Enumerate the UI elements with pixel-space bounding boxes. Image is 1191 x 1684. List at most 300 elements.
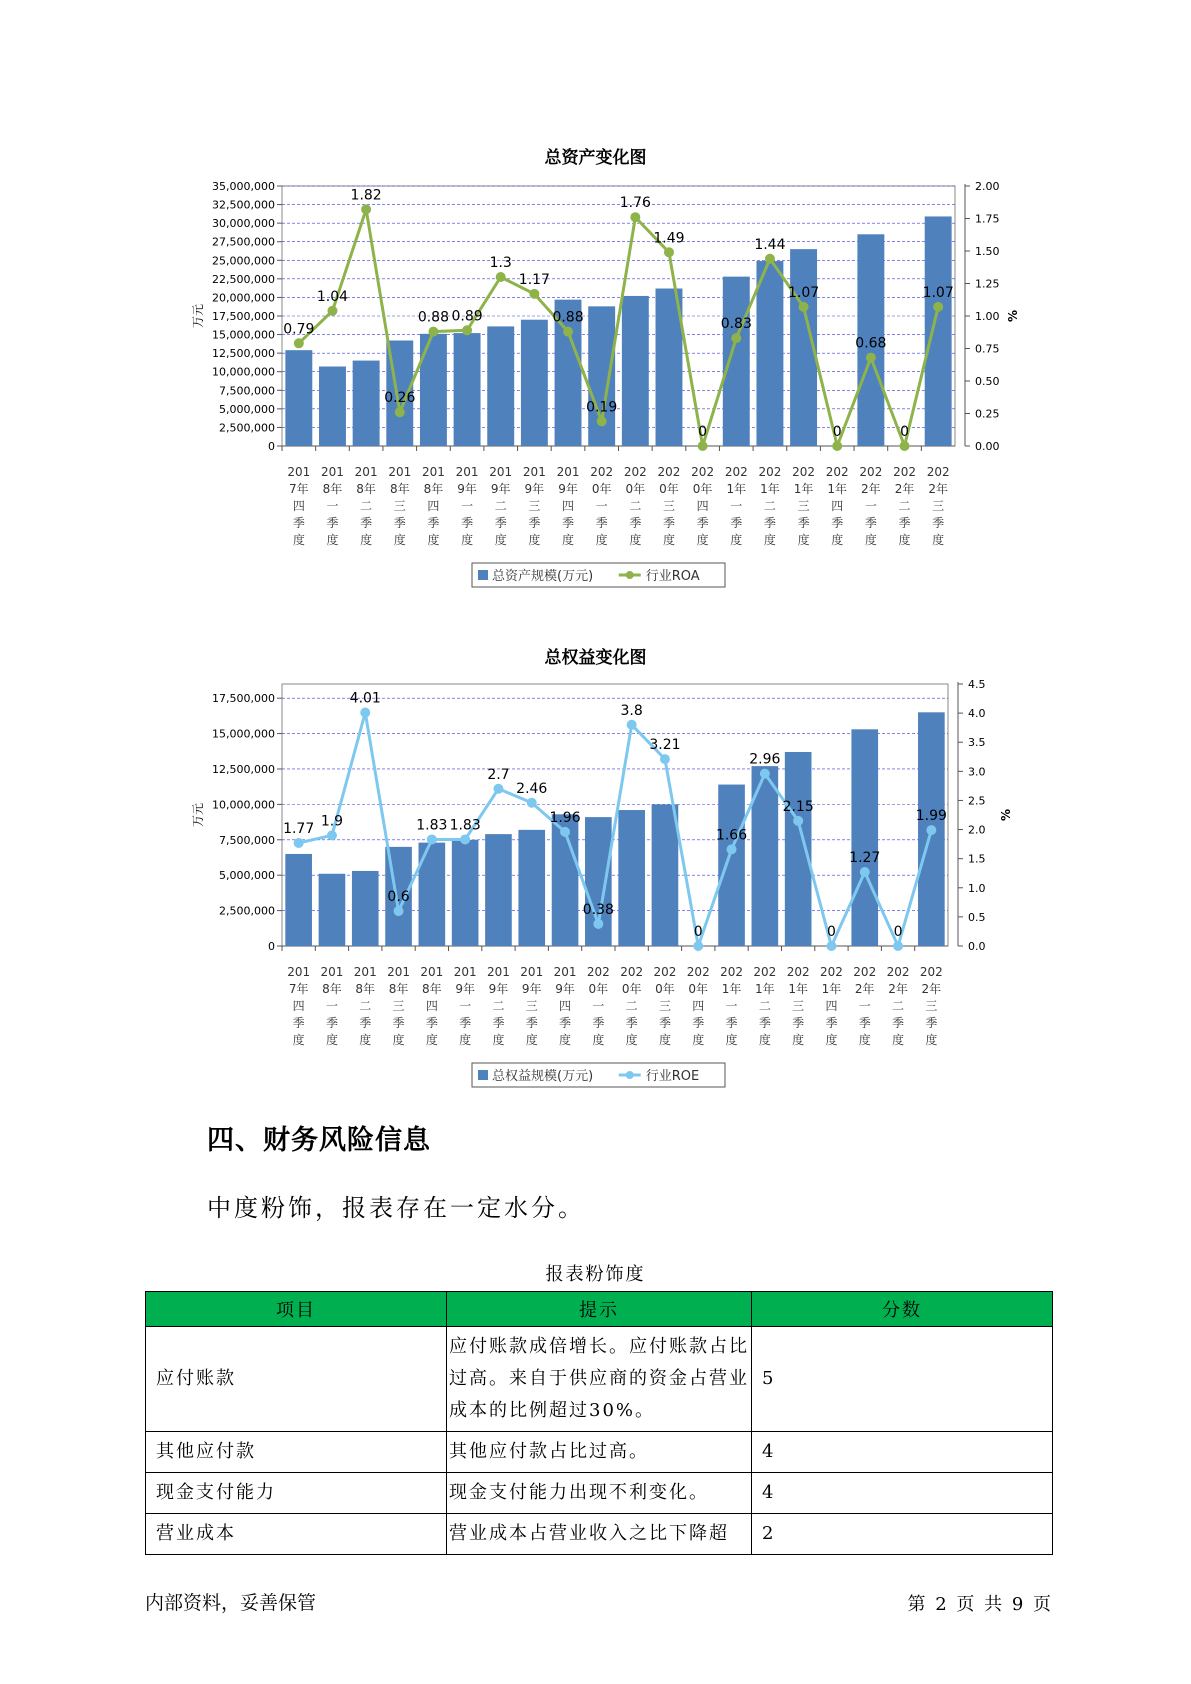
x-tick-label: 四 [292, 499, 305, 513]
line-point [496, 272, 506, 282]
x-tick-label: 8年 [423, 482, 444, 496]
x-tick-label: 三 [925, 999, 938, 1013]
x-tick-label: 二 [492, 999, 505, 1013]
bar [922, 216, 954, 446]
bar [652, 804, 679, 946]
x-tick-label: 2年 [888, 982, 908, 996]
x-tick-label: 0年 [692, 482, 713, 496]
x-tick-label: 季 [592, 1016, 605, 1030]
x-tick-label: 季 [459, 1016, 472, 1030]
data-label: 1.04 [316, 288, 349, 305]
x-tick-label: 1年 [788, 982, 808, 996]
x-tick-label: 四 [696, 499, 709, 513]
data-label: 0.88 [417, 309, 450, 326]
x-tick-label: 度 [898, 533, 911, 547]
data-label: 0 [693, 924, 703, 940]
x-tick-label: 2年 [861, 482, 881, 496]
data-label: 0.89 [451, 308, 483, 325]
y-tick-label: 10,000,000 [212, 365, 275, 379]
cell-hint: 其他应付款占比过高。 [447, 1432, 752, 1473]
cell-score: 4 [752, 1473, 1053, 1514]
data-label: 1.49 [653, 230, 685, 247]
x-tick-label: 201 [354, 465, 378, 479]
x-tick-label: 度 [360, 533, 373, 547]
x-tick-label: 二 [360, 499, 373, 513]
data-label: 1.77 [283, 820, 315, 837]
y2-tick-label: 0.50 [975, 375, 1000, 388]
line-point [529, 289, 539, 299]
x-tick-label: 202 [753, 965, 777, 979]
x-tick-label: 201 [453, 965, 477, 979]
header-hint: 提示 [447, 1292, 752, 1327]
y-tick-label: 32,500,000 [212, 198, 275, 212]
line-point [826, 941, 836, 951]
x-tick-label: 度 [359, 1033, 372, 1047]
x-tick-label: 季 [792, 1016, 805, 1030]
x-tick-label: 季 [629, 516, 642, 530]
bar [319, 874, 346, 946]
y2-tick-label: 0.0 [968, 940, 986, 953]
x-tick-label: 季 [662, 516, 675, 530]
legend-line-marker [626, 571, 634, 579]
x-tick-label: 季 [528, 516, 541, 530]
x-tick-label: 202 [590, 465, 614, 479]
line-point [793, 816, 803, 826]
y-tick-label: 30,000,000 [212, 217, 275, 231]
x-tick-label: 季 [325, 1016, 338, 1030]
table-header-row [146, 1292, 1053, 1327]
line-point [627, 720, 637, 730]
line-point [428, 327, 438, 337]
y2-tick-label: 4.0 [968, 707, 986, 721]
y-tick-label: 15,000,000 [212, 727, 275, 741]
x-tick-label: 度 [662, 533, 675, 547]
x-tick-label: 四 [425, 999, 438, 1013]
x-tick-label: 度 [494, 533, 507, 547]
y-tick-label: 20,000,000 [212, 291, 275, 305]
x-tick-label: 度 [528, 533, 541, 547]
legend-bar-label: 总资产规模(万元) [492, 569, 594, 584]
x-tick-label: 一 [595, 499, 608, 513]
x-tick-label: 202 [586, 965, 610, 979]
x-tick-label: 202 [623, 465, 647, 479]
x-tick-label: 201 [553, 965, 577, 979]
x-tick-label: 度 [925, 1033, 938, 1047]
line-point [462, 325, 472, 335]
data-label: 2.46 [516, 780, 548, 797]
x-tick-label: 202 [620, 965, 644, 979]
line-point [893, 941, 903, 951]
bar [487, 326, 514, 446]
x-tick-label: 1年 [721, 982, 742, 996]
x-tick-label: 202 [853, 965, 877, 979]
x-tick-label: 度 [292, 1033, 305, 1047]
line-point [926, 825, 936, 835]
x-tick-label: 0年 [591, 482, 612, 496]
line-point [394, 906, 404, 916]
x-tick-label: 四 [427, 499, 440, 513]
x-tick-label: 1年 [726, 482, 747, 496]
x-tick-label: 度 [461, 533, 474, 547]
data-label: 1.82 [350, 187, 382, 204]
y-tick-label: 5,000,000 [219, 402, 275, 416]
line-point [664, 247, 674, 257]
y-tick-label: 17,500,000 [212, 310, 275, 323]
bar [454, 333, 481, 446]
bar [352, 871, 379, 946]
x-tick-label: 季 [292, 1016, 305, 1030]
x-tick-label: 度 [932, 533, 945, 547]
x-tick-label: 1年 [760, 482, 780, 496]
bar [285, 854, 312, 946]
x-tick-label: 度 [525, 1033, 538, 1047]
data-label: 1.83 [449, 817, 481, 834]
x-tick-label: 一 [730, 499, 743, 513]
chart-title-total-equity: 总权益变化图 [544, 648, 647, 668]
data-label: 1.3 [489, 255, 512, 271]
table-caption: 报表粉饰度 [545, 1264, 646, 1285]
x-tick-label: 1年 [827, 482, 848, 496]
x-tick-label: 1年 [793, 482, 814, 496]
cell-hint: 营业成本占营业收入之比下降超 [447, 1514, 752, 1555]
y-tick-label: 12,500,000 [212, 762, 275, 776]
data-label: 0 [832, 424, 842, 440]
line-point [597, 416, 607, 426]
x-tick-label: 0年 [659, 482, 679, 496]
table-row [146, 1432, 1053, 1473]
line-point [727, 844, 737, 854]
y2-tick-label: 2.00 [975, 180, 1000, 193]
x-tick-label: 度 [892, 1033, 905, 1047]
y2-tick-label: 1.0 [968, 881, 986, 895]
x-tick-label: 8年 [355, 982, 376, 996]
line-point [427, 834, 437, 844]
bar [485, 834, 512, 946]
x-tick-label: 201 [353, 965, 377, 979]
header-item: 项目 [146, 1292, 447, 1327]
x-tick-label: 202 [657, 465, 681, 479]
x-tick-label: 季 [427, 516, 440, 530]
y-tick-label: 5,000,000 [219, 869, 275, 883]
line-point [760, 769, 770, 779]
data-label: 1.99 [915, 808, 947, 825]
y-tick-label: 12,500,000 [212, 347, 275, 361]
x-tick-label: 一 [459, 999, 472, 1013]
bar [353, 361, 380, 446]
cell-hint: 现金支付能力出现不利变化。 [447, 1473, 752, 1514]
x-tick-label: 二 [494, 499, 507, 513]
x-tick-label: 度 [326, 533, 339, 547]
y2-tick-label: 2.0 [968, 823, 986, 837]
y-tick-label: 25,000,000 [212, 254, 275, 268]
x-tick-label: 季 [359, 1016, 372, 1030]
x-tick-label: 201 [489, 465, 513, 479]
y2-tick-label: 1.25 [975, 277, 1000, 291]
line-point [360, 708, 370, 718]
x-tick-label: 季 [595, 516, 608, 530]
x-tick-label: 202 [786, 965, 810, 979]
x-tick-label: 三 [392, 999, 405, 1013]
line-point [527, 798, 537, 808]
x-tick-label: 201 [522, 465, 546, 479]
x-tick-label: 8年 [422, 982, 442, 996]
x-tick-label: 三 [797, 499, 810, 513]
x-tick-label: 一 [326, 499, 339, 513]
x-tick-label: 201 [421, 465, 445, 479]
x-tick-label: 201 [321, 465, 344, 479]
line-point [327, 830, 337, 840]
data-label: 1.17 [518, 271, 550, 288]
x-tick-label: 度 [392, 1033, 405, 1047]
bar [622, 296, 649, 446]
x-tick-label: 7年 [288, 982, 309, 996]
x-tick-label: 一 [461, 499, 474, 513]
x-tick-label: 度 [797, 533, 810, 547]
x-tick-label: 度 [625, 1033, 638, 1047]
x-tick-label: 季 [858, 1016, 871, 1030]
x-tick-label: 7年 [289, 482, 309, 496]
x-tick-label: 201 [455, 465, 479, 479]
x-tick-label: 季 [692, 1016, 705, 1030]
x-tick-label: 季 [831, 516, 844, 530]
cell-item: 现金支付能力 [146, 1473, 447, 1514]
x-tick-label: 202 [691, 465, 715, 479]
x-tick-label: 二 [625, 999, 638, 1013]
x-tick-label: 202 [792, 465, 816, 479]
cell-score: 5 [752, 1327, 1053, 1432]
y-tick-label: 35,000,000 [212, 180, 275, 193]
x-tick-label: 季 [562, 516, 575, 530]
x-tick-label: 度 [763, 533, 776, 547]
x-tick-label: 季 [292, 516, 305, 530]
x-tick-label: 0年 [621, 982, 642, 996]
line-point [660, 754, 670, 764]
x-tick-label: 一 [725, 999, 738, 1013]
x-tick-label: 三 [393, 499, 406, 513]
x-tick-label: 度 [459, 1033, 472, 1047]
total-assets-chart [0, 170, 1191, 590]
data-label: 2.7 [487, 766, 510, 783]
x-tick-label: 季 [625, 1016, 638, 1030]
data-label: 1.96 [549, 809, 581, 826]
x-tick-label: 201 [556, 465, 580, 479]
x-tick-label: 季 [932, 516, 945, 530]
x-tick-label: 一 [864, 499, 877, 513]
x-tick-label: 三 [932, 499, 945, 513]
data-label: 0 [698, 424, 708, 440]
x-tick-label: 二 [892, 999, 905, 1013]
x-tick-label: 度 [858, 1033, 871, 1047]
risk-summary: 中度粉饰，报表存在一定水分。 [207, 1194, 585, 1222]
x-tick-label: 度 [562, 533, 575, 547]
y2-tick-label: 3.5 [968, 736, 986, 750]
data-label: 0 [900, 424, 909, 440]
x-tick-label: 1年 [755, 982, 775, 996]
x-tick-label: 度 [658, 1033, 671, 1047]
x-tick-label: 9年 [555, 982, 575, 996]
x-tick-label: 202 [859, 465, 883, 479]
bar [618, 810, 645, 946]
y2-tick-label: 4.5 [968, 678, 986, 691]
x-tick-label: 2年 [854, 982, 875, 996]
line-point [560, 827, 570, 837]
footer-page-number: 第 2 页 共 9 页 [907, 1594, 1053, 1615]
y-tick-label: 17,500,000 [212, 692, 275, 706]
line-point [698, 441, 708, 451]
x-tick-label: 9年 [521, 982, 542, 996]
footer-confidential: 内部资料，妥善保管 [145, 1592, 317, 1614]
y-axis-title: 万元 [191, 802, 205, 828]
x-tick-label: 度 [825, 1033, 838, 1047]
x-tick-label: 季 [360, 516, 373, 530]
legend-bar-label: 总权益规模(万元) [492, 1069, 594, 1084]
bar [521, 320, 548, 446]
x-tick-label: 度 [492, 1033, 505, 1047]
line-point [294, 838, 304, 848]
x-tick-label: 度 [427, 533, 440, 547]
x-tick-label: 三 [658, 999, 671, 1013]
x-tick-label: 2年 [921, 982, 942, 996]
line-point [731, 333, 741, 343]
bar [518, 830, 545, 946]
x-tick-label: 9年 [455, 982, 475, 996]
data-label: 2.15 [782, 798, 814, 815]
legend-line-label: 行业ROE [645, 1069, 700, 1084]
x-tick-label: 202 [819, 965, 843, 979]
x-tick-label: 8年 [322, 982, 342, 996]
x-tick-label: 202 [893, 465, 916, 479]
x-tick-label: 201 [287, 465, 311, 479]
x-tick-label: 季 [696, 516, 709, 530]
bar [720, 277, 752, 446]
data-label: 0.88 [552, 309, 584, 326]
cell-item: 营业成本 [146, 1514, 447, 1555]
x-tick-label: 度 [864, 533, 877, 547]
data-label: 0.19 [586, 399, 618, 416]
x-tick-label: 季 [730, 516, 743, 530]
x-tick-label: 季 [825, 1016, 838, 1030]
data-label: 0.68 [855, 335, 887, 352]
total-equity-chart [0, 670, 1191, 1090]
x-tick-label: 季 [326, 516, 339, 530]
line-point [765, 254, 775, 264]
x-tick-label: 202 [758, 465, 782, 479]
x-tick-label: 季 [925, 1016, 938, 1030]
x-tick-label: 度 [292, 533, 305, 547]
cell-item: 其他应付款 [146, 1432, 447, 1473]
data-label: 0.83 [720, 316, 752, 333]
data-label: 1.07 [922, 284, 954, 301]
x-tick-label: 8年 [356, 482, 376, 496]
x-tick-label: 9年 [490, 482, 511, 496]
data-label: 1.66 [715, 827, 748, 844]
x-tick-label: 度 [629, 533, 642, 547]
x-tick-label: 度 [559, 1033, 572, 1047]
x-tick-label: 8年 [322, 482, 343, 496]
bar [782, 752, 814, 946]
x-tick-label: 季 [559, 1016, 572, 1030]
data-label: 0.26 [384, 390, 416, 407]
data-label: 1.07 [787, 284, 820, 301]
line-point [630, 212, 640, 222]
line-point [327, 306, 337, 316]
x-tick-label: 季 [393, 516, 406, 530]
cell-item: 应付账款 [146, 1327, 447, 1432]
x-tick-label: 201 [320, 965, 344, 979]
data-label: 3.21 [649, 737, 681, 754]
x-tick-label: 度 [325, 1033, 338, 1047]
table-row [146, 1473, 1053, 1514]
x-tick-label: 0年 [625, 482, 646, 496]
bar [285, 350, 312, 446]
x-tick-label: 三 [662, 499, 675, 513]
x-tick-label: 季 [392, 1016, 405, 1030]
x-tick-label: 季 [494, 516, 507, 530]
table-row [146, 1514, 1053, 1555]
y2-tick-label: 0.25 [975, 407, 1000, 421]
y2-tick-label: 0.00 [975, 440, 1000, 453]
bar [849, 729, 881, 946]
x-tick-label: 一 [858, 999, 871, 1013]
line-point [860, 867, 870, 877]
risk-table [145, 1291, 1053, 1555]
x-tick-label: 四 [825, 999, 838, 1013]
x-tick-label: 季 [425, 1016, 438, 1030]
line-point [361, 204, 371, 214]
y2-tick-label: 0.5 [968, 910, 986, 924]
x-tick-label: 三 [525, 999, 538, 1013]
data-label: 1.9 [320, 813, 344, 830]
x-tick-label: 度 [725, 1033, 738, 1047]
line-point [395, 407, 405, 417]
y2-tick-label: 0.75 [975, 342, 1000, 356]
data-label: 2.96 [749, 751, 781, 768]
x-tick-label: 二 [629, 499, 642, 513]
x-tick-label: 度 [425, 1033, 438, 1047]
y2-tick-label: 2.5 [968, 794, 986, 808]
y-tick-label: 27,500,000 [212, 235, 275, 249]
x-tick-label: 季 [725, 1016, 738, 1030]
x-tick-label: 202 [886, 965, 910, 979]
cell-score: 4 [752, 1432, 1053, 1473]
y-tick-label: 22,500,000 [212, 272, 275, 286]
y2-tick-label: 1.00 [975, 310, 1000, 323]
x-tick-label: 度 [692, 1033, 705, 1047]
bar [319, 367, 346, 446]
line-point [799, 302, 809, 312]
line-point [933, 302, 943, 312]
chart-title-total-assets: 总资产变化图 [544, 148, 647, 168]
x-tick-label: 201 [520, 965, 544, 979]
x-tick-label: 四 [559, 999, 572, 1013]
y-tick-label: 0 [268, 440, 275, 453]
x-tick-label: 202 [720, 965, 744, 979]
x-tick-label: 季 [797, 516, 810, 530]
x-tick-label: 季 [892, 1016, 905, 1030]
x-tick-label: 度 [696, 533, 709, 547]
x-tick-label: 二 [763, 499, 776, 513]
x-tick-label: 季 [898, 516, 911, 530]
data-label: 0.6 [387, 889, 410, 906]
legend-bar-swatch [478, 1070, 488, 1080]
legend-line-label: 行业ROA [645, 569, 700, 584]
line-point [593, 919, 603, 929]
y2-tick-label: 1.5 [968, 852, 986, 866]
header-score: 分数 [752, 1292, 1053, 1327]
x-tick-label: 二 [359, 999, 372, 1013]
x-tick-label: 季 [658, 1016, 671, 1030]
y-axis-title: 万元 [191, 303, 205, 329]
